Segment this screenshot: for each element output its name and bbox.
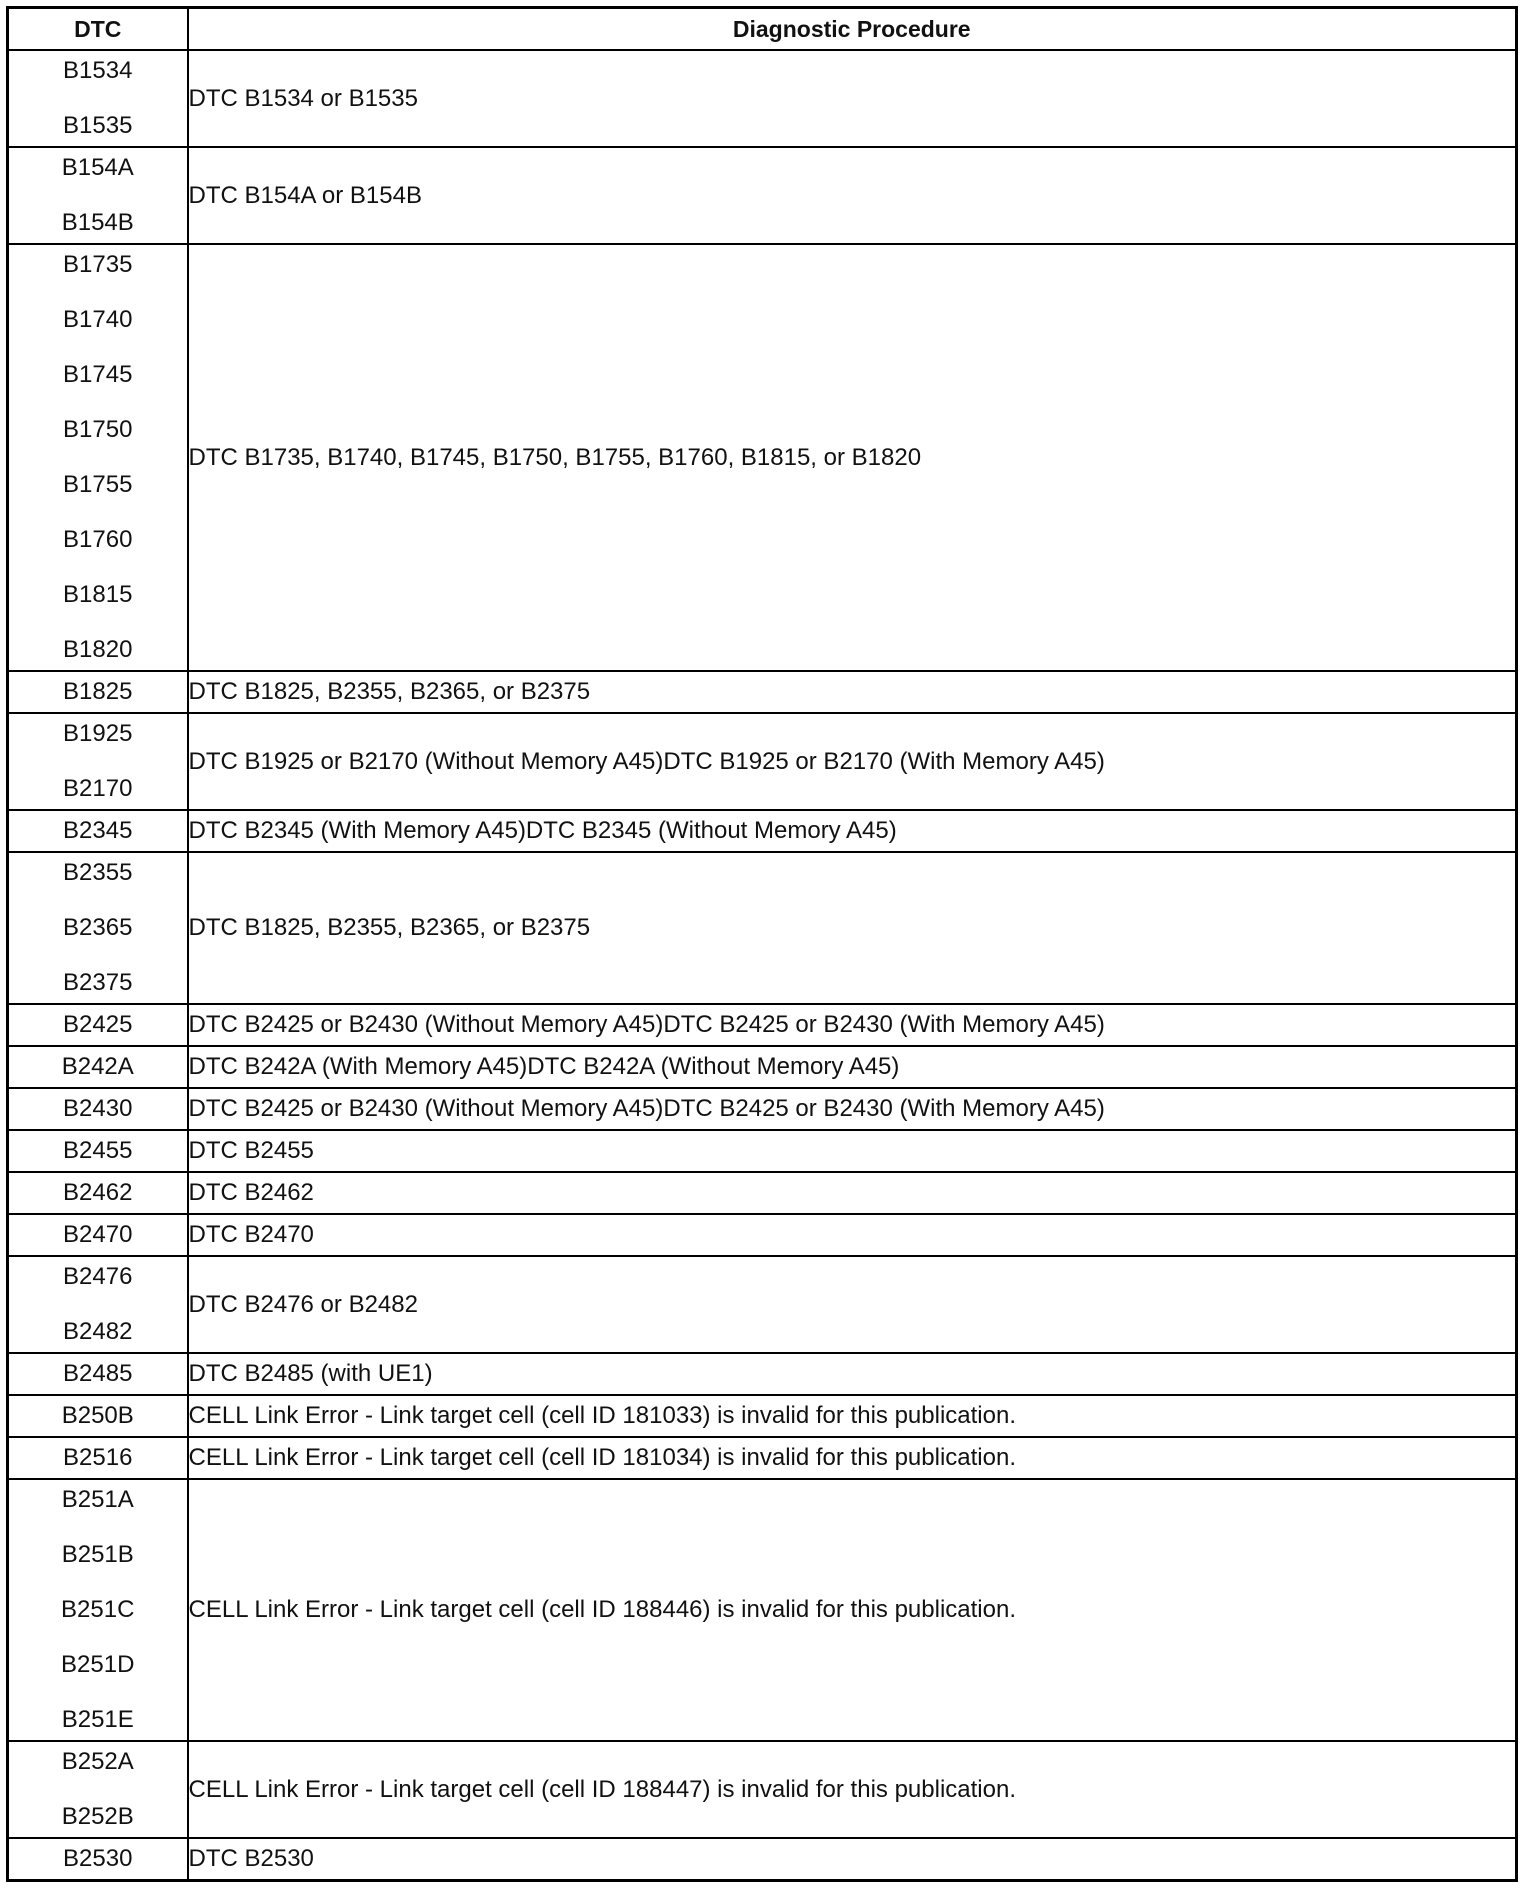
table-row <box>8 1479 1517 1741</box>
header-row <box>8 8 1517 51</box>
dtc-cell <box>8 1353 188 1395</box>
table-row <box>8 1256 1517 1353</box>
diagnostic-procedure-cell: DTC B2530 <box>188 1838 1517 1881</box>
dtc-cell <box>8 1256 188 1353</box>
dtc-cell <box>8 244 188 671</box>
diagnostic-procedure-cell: DTC B1825, B2355, B2365, or B2375 <box>188 852 1517 1004</box>
table-row <box>8 810 1517 852</box>
dtc-code: B1750 <box>63 416 133 443</box>
table-row <box>8 1741 1517 1838</box>
diagnostic-procedure-cell: DTC B2345 (With Memory A45)DTC B2345 (Without Memory A45) <box>188 810 1517 852</box>
dtc-code: B154B <box>61 209 134 236</box>
dtc-cell <box>8 671 188 713</box>
dtc-cell <box>8 1838 188 1881</box>
table-row <box>8 147 1517 244</box>
table-row <box>8 1130 1517 1172</box>
dtc-code: B1820 <box>63 636 133 663</box>
diagnostic-procedure-cell: DTC B2425 or B2430 (Without Memory A45)DTC B2425 or B2430 (With Memory A45) <box>188 1004 1517 1046</box>
diagnostic-procedure-cell: CELL Link Error - Link target cell (cell ID 181034) is invalid for this publication. <box>188 1437 1517 1479</box>
dtc-code: B2462 <box>63 1179 133 1206</box>
diagnostic-procedure-cell: DTC B2425 or B2430 (Without Memory A45)DTC B2425 or B2430 (With Memory A45) <box>188 1088 1517 1130</box>
dtc-code: B251C <box>61 1596 135 1623</box>
dtc-cell <box>8 1741 188 1838</box>
table-row <box>8 1838 1517 1881</box>
dtc-code: B2345 <box>63 817 133 844</box>
dtc-code: B251B <box>61 1541 134 1568</box>
dtc-code: B1825 <box>63 678 133 705</box>
dtc-cell <box>8 713 188 810</box>
diagnostic-procedure-cell: CELL Link Error - Link target cell (cell ID 188447) is invalid for this publication. <box>188 1741 1517 1838</box>
dtc-code: B2170 <box>63 775 133 802</box>
dtc-code: B2365 <box>63 914 133 941</box>
dtc-cell <box>8 1172 188 1214</box>
table-row <box>8 671 1517 713</box>
dtc-code: B1755 <box>63 471 133 498</box>
dtc-code: B251E <box>61 1706 134 1733</box>
table-row <box>8 1172 1517 1214</box>
table-row <box>8 1214 1517 1256</box>
dtc-code: B154A <box>61 154 134 181</box>
dtc-cell <box>8 1479 188 1741</box>
dtc-code: B1534 <box>63 57 133 84</box>
dtc-code: B2482 <box>63 1318 133 1345</box>
diagnostic-procedure-cell: DTC B1825, B2355, B2365, or B2375 <box>188 671 1517 713</box>
diagnostic-procedure-cell: DTC B2476 or B2482 <box>188 1256 1517 1353</box>
dtc-code: B252A <box>61 1748 134 1775</box>
table-row <box>8 713 1517 810</box>
diagnostic-procedure-cell: DTC B1735, B1740, B1745, B1750, B1755, B1760, B1815, or B1820 <box>188 244 1517 671</box>
dtc-code: B2355 <box>63 859 133 886</box>
diagnostic-procedure-cell: DTC B154A or B154B <box>188 147 1517 244</box>
dtc-cell <box>8 50 188 147</box>
table-row <box>8 1437 1517 1479</box>
dtc-cell <box>8 1437 188 1479</box>
dtc-code: B1925 <box>63 720 133 747</box>
dtc-document <box>6 6 1515 1882</box>
diagnostic-procedure-cell: DTC B2462 <box>188 1172 1517 1214</box>
dtc-code: B2430 <box>63 1095 133 1122</box>
dtc-cell <box>8 1395 188 1437</box>
dtc-cell <box>8 1214 188 1256</box>
dtc-code: B250B <box>61 1402 134 1429</box>
diagnostic-procedure-cell: DTC B2470 <box>188 1214 1517 1256</box>
table-row <box>8 1088 1517 1130</box>
header-procedure: Diagnostic Procedure <box>188 8 1517 51</box>
dtc-cell <box>8 1088 188 1130</box>
table-row <box>8 1046 1517 1088</box>
dtc-code: B1535 <box>63 112 133 139</box>
table-body <box>8 50 1517 1881</box>
dtc-cell <box>8 147 188 244</box>
diagnostic-procedure-cell: DTC B242A (With Memory A45)DTC B242A (Without Memory A45) <box>188 1046 1517 1088</box>
dtc-code: B252B <box>61 1803 134 1830</box>
dtc-code: B1735 <box>63 251 133 278</box>
dtc-cell <box>8 852 188 1004</box>
dtc-code: B2470 <box>63 1221 133 1248</box>
dtc-code: B2516 <box>63 1444 133 1471</box>
diagnostic-procedure-cell: CELL Link Error - Link target cell (cell ID 181033) is invalid for this publication. <box>188 1395 1517 1437</box>
dtc-cell <box>8 1130 188 1172</box>
dtc-code: B251A <box>61 1486 134 1513</box>
diagnostic-procedure-cell: DTC B1925 or B2170 (Without Memory A45)DTC B1925 or B2170 (With Memory A45) <box>188 713 1517 810</box>
dtc-cell <box>8 1004 188 1046</box>
dtc-code: B2485 <box>63 1360 133 1387</box>
dtc-code: B2375 <box>63 969 133 996</box>
diagnostic-procedure-cell: CELL Link Error - Link target cell (cell ID 188446) is invalid for this publication. <box>188 1479 1517 1741</box>
table-row <box>8 1395 1517 1437</box>
dtc-code: B1815 <box>63 581 133 608</box>
dtc-table <box>6 6 1518 1882</box>
diagnostic-procedure-cell: DTC B2455 <box>188 1130 1517 1172</box>
dtc-code: B242A <box>61 1053 134 1080</box>
dtc-code: B2530 <box>63 1845 133 1872</box>
dtc-code: B2425 <box>63 1011 133 1038</box>
dtc-code: B1740 <box>63 306 133 333</box>
table-row <box>8 244 1517 671</box>
dtc-code: B2455 <box>63 1137 133 1164</box>
diagnostic-procedure-cell: DTC B2485 (with UE1) <box>188 1353 1517 1395</box>
dtc-code: B1745 <box>63 361 133 388</box>
table-row <box>8 50 1517 147</box>
dtc-code: B1760 <box>63 526 133 553</box>
header-dtc: DTC <box>8 8 188 51</box>
table-row <box>8 1004 1517 1046</box>
dtc-code: B2476 <box>63 1263 133 1290</box>
table-row <box>8 852 1517 1004</box>
dtc-cell <box>8 1046 188 1088</box>
diagnostic-procedure-cell: DTC B1534 or B1535 <box>188 50 1517 147</box>
table-row <box>8 1353 1517 1395</box>
dtc-cell <box>8 810 188 852</box>
dtc-code: B251D <box>61 1651 135 1678</box>
